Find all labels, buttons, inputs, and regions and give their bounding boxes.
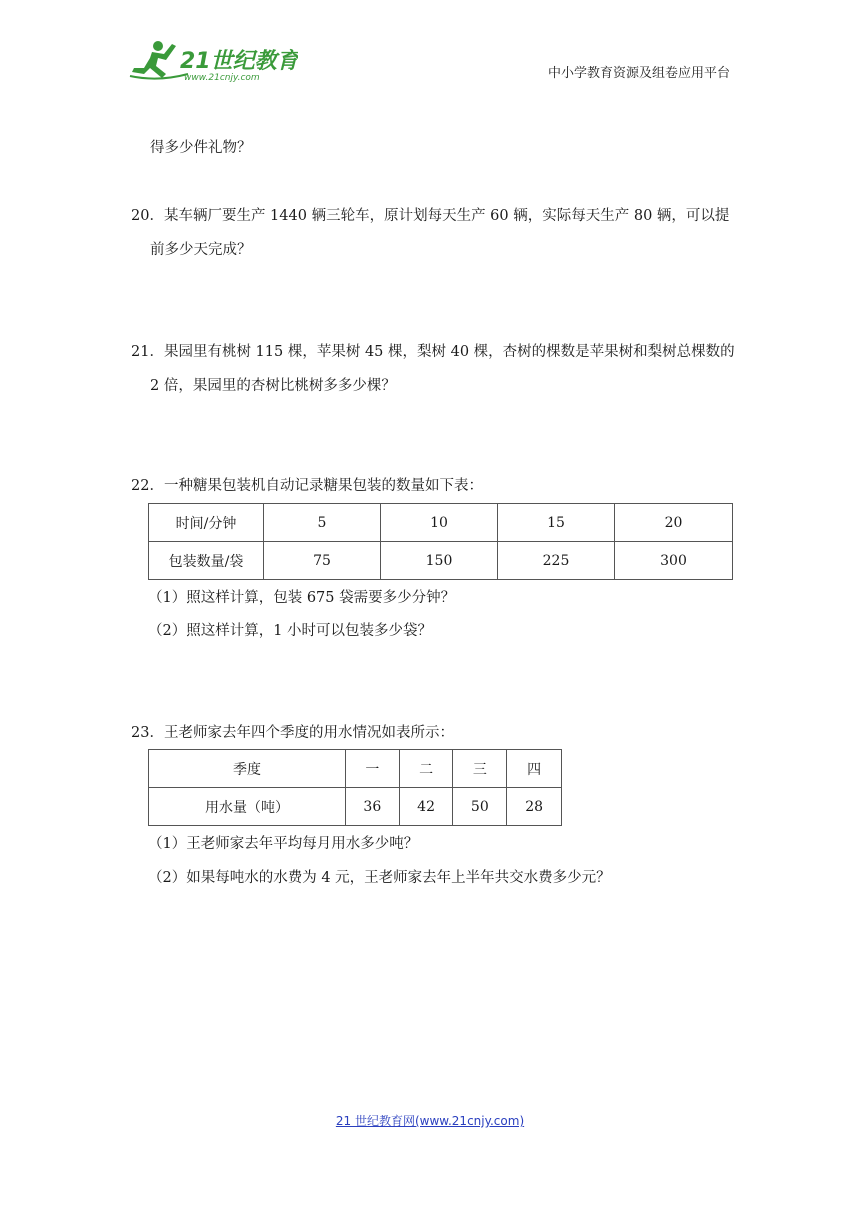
platform-title: 中小学教育资源及组卷应用平台: [547, 66, 730, 81]
footer: [0, 1112, 860, 1129]
q22-sub1: （1）照这样计算，包装 675 袋需要多少分钟？: [148, 590, 456, 606]
table-cell: 150: [381, 542, 498, 580]
table-cell: 一: [345, 750, 399, 788]
table-cell: 20: [615, 504, 733, 542]
q20-line1: 20．某车辆厂要生产 1440 辆三轮车，原计划每天生产 60 辆，实际每天生产 80 辆，可以提: [131, 208, 730, 224]
q22-table: [148, 503, 733, 580]
table-row: [149, 504, 733, 542]
table-cell: 75: [264, 542, 381, 580]
q23-table: [148, 749, 562, 826]
table-cell: 5: [264, 504, 381, 542]
table-cell: 15: [498, 504, 615, 542]
continuation-text: 得多少件礼物？: [150, 140, 252, 156]
table-cell: 225: [498, 542, 615, 580]
footer-link[interactable]: 21 世纪教育网(www.21cnjy.com): [335, 1114, 525, 1128]
table-cell: 二: [399, 750, 453, 788]
table-cell: 包装数量/袋: [149, 542, 264, 580]
table-cell: 四: [507, 750, 562, 788]
logo-main-text: 21世纪教育: [180, 49, 298, 74]
table-cell: 10: [381, 504, 498, 542]
q23-sub1: （1）王老师家去年平均每月用水多少吨？: [148, 836, 419, 852]
q21-line1: 21．果园里有桃树 115 棵，苹果树 45 棵，梨树 40 棵，杏树的棵数是苹果树和梨树总棵数的: [131, 344, 735, 360]
table-cell: 时间/分钟: [149, 504, 264, 542]
table-cell: 三: [453, 750, 507, 788]
table-cell: 300: [615, 542, 733, 580]
table-row: [149, 542, 733, 580]
table-cell: 36: [345, 788, 399, 826]
q22-intro: 22．一种糖果包装机自动记录糖果包装的数量如下表：: [131, 478, 483, 494]
site-logo: [128, 38, 298, 84]
table-cell: 用水量（吨）: [149, 788, 346, 826]
q20-line2: 前多少天完成？: [150, 242, 252, 258]
table-cell: 28: [507, 788, 562, 826]
q23-intro: 23．王老师家去年四个季度的用水情况如表所示：: [131, 725, 454, 741]
table-cell: 50: [453, 788, 507, 826]
table-cell: 42: [399, 788, 453, 826]
logo-sub-text: www.21cnjy.com: [184, 73, 260, 83]
q21-line2: 2 倍，果园里的杏树比桃树多多少棵？: [150, 378, 396, 394]
q22-sub2: （2）照这样计算，1 小时可以包装多少袋？: [148, 623, 433, 639]
table-row: [149, 788, 562, 826]
table-row: [149, 750, 562, 788]
table-cell: 季度: [149, 750, 346, 788]
q23-sub2: （2）如果每吨水的水费为 4 元，王老师家去年上半年共交水费多少元？: [148, 870, 611, 886]
